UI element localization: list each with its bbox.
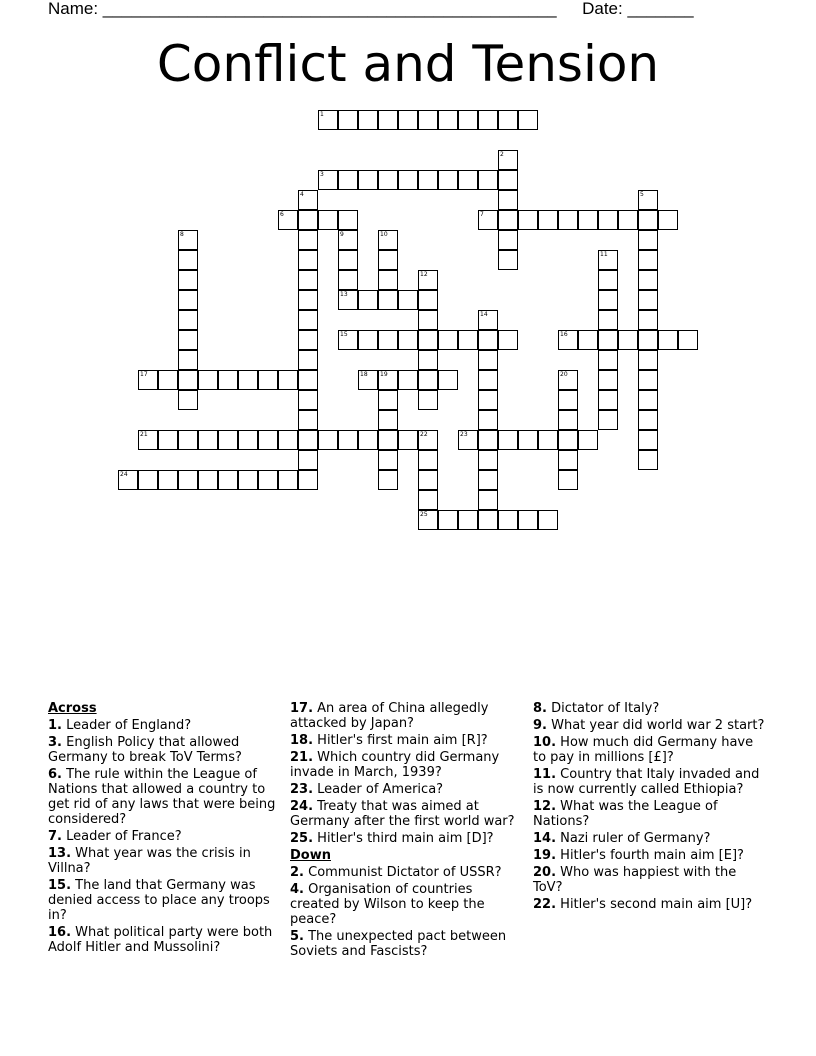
grid-cell[interactable] (518, 510, 538, 530)
grid-cell[interactable] (498, 250, 518, 270)
clue-text: Leader of France? (61, 829, 182, 844)
clue-number: 6. (48, 767, 62, 782)
grid-cell[interactable] (458, 510, 478, 530)
grid-cell[interactable] (418, 490, 438, 510)
page-title: Conflict and Tension (156, 35, 660, 93)
clues-column-3 (533, 701, 768, 914)
clue-number: 24. (290, 799, 314, 814)
grid-cell[interactable] (298, 390, 318, 410)
grid-cell[interactable] (158, 470, 178, 490)
grid-cell[interactable] (538, 430, 558, 450)
grid-cell[interactable] (518, 110, 538, 130)
grid-cell[interactable] (378, 270, 398, 290)
grid-cell[interactable] (358, 430, 378, 450)
grid-cell[interactable] (238, 370, 258, 390)
grid-cell[interactable] (358, 370, 378, 390)
grid-cell[interactable] (578, 430, 598, 450)
grid-cell[interactable] (638, 190, 658, 210)
grid-cell[interactable] (378, 250, 398, 270)
grid-cell[interactable] (558, 470, 578, 490)
clue-number: 16. (48, 925, 72, 940)
grid-cell[interactable] (638, 310, 658, 330)
grid-cell[interactable] (418, 350, 438, 370)
grid-cell[interactable] (218, 430, 238, 450)
clue-text: Who was happiest with the ToV? (533, 865, 737, 895)
grid-cell[interactable] (498, 190, 518, 210)
grid-cell[interactable] (598, 350, 618, 370)
grid-cell[interactable] (378, 290, 398, 310)
grid-cell[interactable] (418, 430, 438, 450)
grid-cell[interactable] (398, 110, 418, 130)
grid-cell[interactable] (138, 470, 158, 490)
grid-cell[interactable] (238, 470, 258, 490)
cell-number: 12 (420, 271, 428, 278)
grid-cell[interactable] (338, 170, 358, 190)
grid-cell[interactable] (298, 330, 318, 350)
grid-cell[interactable] (378, 170, 398, 190)
grid-cell[interactable] (638, 330, 658, 350)
grid-cell[interactable] (418, 170, 438, 190)
clue-number: 7. (48, 829, 62, 844)
clue-text: Organisation of countries created by Wilson to keep the peace? (290, 882, 485, 927)
clue-item (48, 829, 283, 844)
cell-number: 17 (140, 371, 148, 378)
grid-cell[interactable] (418, 450, 438, 470)
clue-item (290, 799, 525, 829)
name-field[interactable]: Name: ________________________________________________ (48, 0, 557, 18)
clue-text: Dictator of Italy? (546, 701, 660, 716)
clue-number: 22. (533, 897, 557, 912)
clue-item (290, 733, 525, 748)
grid-cell[interactable] (498, 510, 518, 530)
grid-cell[interactable] (458, 430, 478, 450)
grid-cell[interactable] (218, 370, 238, 390)
grid-cell[interactable] (298, 190, 318, 210)
cell-number: 18 (360, 371, 368, 378)
clue-number: 4. (290, 882, 304, 897)
grid-cell[interactable] (378, 330, 398, 350)
clue-number: 20. (533, 865, 557, 880)
grid-cell[interactable] (358, 330, 378, 350)
cell-number: 11 (600, 251, 608, 258)
grid-cell[interactable] (478, 370, 498, 390)
grid-cell[interactable] (558, 430, 578, 450)
grid-cell[interactable] (298, 270, 318, 290)
grid-cell[interactable] (438, 510, 458, 530)
grid-cell[interactable] (578, 330, 598, 350)
clue-text: The land that Germany was denied access to place any troops in? (48, 878, 270, 923)
grid-cell[interactable] (598, 290, 618, 310)
clue-item (533, 865, 768, 895)
grid-cell[interactable] (658, 330, 678, 350)
grid-cell[interactable] (598, 370, 618, 390)
grid-cell[interactable] (398, 330, 418, 350)
grid-cell[interactable] (438, 110, 458, 130)
cell-number: 25 (420, 511, 428, 518)
grid-cell[interactable] (198, 370, 218, 390)
clue-number: 8. (533, 701, 547, 716)
grid-cell[interactable] (238, 430, 258, 450)
grid-cell[interactable] (318, 170, 338, 190)
grid-cell[interactable] (278, 210, 298, 230)
cell-number: 5 (640, 191, 644, 198)
grid-cell[interactable] (338, 270, 358, 290)
grid-cell[interactable] (178, 290, 198, 310)
grid-cell[interactable] (298, 410, 318, 430)
cell-number: 19 (380, 371, 388, 378)
grid-cell[interactable] (638, 430, 658, 450)
clue-text: Leader of England? (61, 718, 192, 733)
grid-cell[interactable] (638, 410, 658, 430)
clue-text: Country that Italy invaded and is now currently called Ethiopia? (533, 767, 760, 797)
clue-text: The rule within the League of Nations that allowed a country to get rid of any laws that were being considered? (48, 767, 276, 827)
grid-cell[interactable] (558, 210, 578, 230)
grid-cell[interactable] (458, 330, 478, 350)
grid-cell[interactable] (458, 170, 478, 190)
grid-cell[interactable] (418, 370, 438, 390)
clue-text: What political party were both Adolf Hitler and Mussolini? (48, 925, 273, 955)
grid-cell[interactable] (178, 430, 198, 450)
grid-cell[interactable] (638, 450, 658, 470)
grid-cell[interactable] (478, 170, 498, 190)
grid-cell[interactable] (558, 370, 578, 390)
cell-number: 6 (280, 211, 284, 218)
grid-cell[interactable] (198, 470, 218, 490)
clue-item (48, 925, 283, 955)
clue-number: 23. (290, 782, 314, 797)
grid-cell[interactable] (598, 210, 618, 230)
grid-cell[interactable] (478, 110, 498, 130)
grid-cell[interactable] (338, 430, 358, 450)
grid-cell[interactable] (678, 330, 698, 350)
clue-text: Hitler's fourth main aim [E]? (556, 848, 744, 863)
grid-cell[interactable] (158, 430, 178, 450)
clue-item (533, 718, 768, 733)
grid-cell[interactable] (438, 370, 458, 390)
cell-number: 7 (480, 211, 484, 218)
clue-text: An area of China allegedly attacked by Japan? (290, 701, 489, 731)
grid-cell[interactable] (478, 330, 498, 350)
grid-cell[interactable] (198, 430, 218, 450)
cell-number: 15 (340, 331, 348, 338)
grid-cell[interactable] (638, 290, 658, 310)
clue-item (48, 878, 283, 923)
grid-cell[interactable] (478, 490, 498, 510)
grid-cell[interactable] (318, 430, 338, 450)
grid-cell[interactable] (358, 290, 378, 310)
grid-cell[interactable] (218, 470, 238, 490)
grid-cell[interactable] (598, 410, 618, 430)
clue-number: 2. (290, 865, 304, 880)
grid-cell[interactable] (598, 250, 618, 270)
clue-item (290, 865, 525, 880)
clue-text: Leader of America? (313, 782, 444, 797)
clue-item (48, 846, 283, 876)
grid-cell[interactable] (338, 230, 358, 250)
clue-item (533, 799, 768, 829)
grid-cell[interactable] (498, 330, 518, 350)
grid-cell[interactable] (418, 510, 438, 530)
grid-cell[interactable] (338, 290, 358, 310)
grid-cell[interactable] (178, 350, 198, 370)
grid-cell[interactable] (638, 390, 658, 410)
grid-cell[interactable] (598, 310, 618, 330)
clue-text: What year was the crisis in Villna? (48, 846, 251, 876)
grid-cell[interactable] (478, 210, 498, 230)
grid-cell[interactable] (598, 270, 618, 290)
grid-cell[interactable] (278, 370, 298, 390)
clues-column-1 (48, 700, 283, 957)
clue-text: Hitler's first main aim [R]? (313, 733, 488, 748)
clue-text: Which country did Germany invade in March, 1939? (290, 750, 500, 780)
clue-number: 12. (533, 799, 557, 814)
grid-cell[interactable] (418, 310, 438, 330)
clue-text: Treaty that was aimed at Germany after the first world war? (290, 799, 515, 829)
grid-cell[interactable] (558, 330, 578, 350)
clue-item (48, 735, 283, 765)
grid-cell[interactable] (498, 110, 518, 130)
clue-item (290, 701, 525, 731)
clue-number: 17. (290, 701, 314, 716)
clue-number: 14. (533, 831, 557, 846)
grid-cell[interactable] (618, 330, 638, 350)
grid-cell[interactable] (378, 230, 398, 250)
grid-cell[interactable] (458, 110, 478, 130)
cell-number: 4 (300, 191, 304, 198)
grid-cell[interactable] (178, 330, 198, 350)
clue-text: Nazi ruler of Germany? (556, 831, 711, 846)
grid-cell[interactable] (298, 210, 318, 230)
clue-number: 10. (533, 735, 557, 750)
grid-cell[interactable] (118, 470, 138, 490)
clue-item (290, 929, 525, 959)
grid-cell[interactable] (398, 370, 418, 390)
grid-cell[interactable] (338, 250, 358, 270)
grid-cell[interactable] (398, 170, 418, 190)
grid-cell[interactable] (618, 210, 638, 230)
cell-number: 21 (140, 431, 148, 438)
grid-cell[interactable] (158, 370, 178, 390)
grid-cell[interactable] (178, 370, 198, 390)
grid-cell[interactable] (418, 110, 438, 130)
grid-cell[interactable] (298, 430, 318, 450)
grid-cell[interactable] (598, 330, 618, 350)
grid-cell[interactable] (378, 450, 398, 470)
grid-cell[interactable] (358, 170, 378, 190)
grid-cell[interactable] (498, 170, 518, 190)
grid-cell[interactable] (378, 390, 398, 410)
clue-item (533, 848, 768, 863)
grid-cell[interactable] (498, 210, 518, 230)
clue-item (48, 767, 283, 827)
grid-cell[interactable] (638, 210, 658, 230)
grid-cell[interactable] (418, 470, 438, 490)
grid-cell[interactable] (538, 210, 558, 230)
cell-number: 8 (180, 231, 184, 238)
clue-number: 25. (290, 831, 314, 846)
clue-number: 13. (48, 846, 72, 861)
grid-cell[interactable] (478, 310, 498, 330)
clue-number: 1. (48, 718, 62, 733)
cell-number: 10 (380, 231, 388, 238)
grid-cell[interactable] (638, 350, 658, 370)
across-heading: Across (48, 701, 97, 716)
cell-number: 3 (320, 171, 324, 178)
clue-number: 15. (48, 878, 72, 893)
clue-text: English Policy that allowed Germany to break ToV Terms? (48, 735, 242, 765)
grid-cell[interactable] (578, 210, 598, 230)
grid-cell[interactable] (398, 290, 418, 310)
grid-cell[interactable] (298, 290, 318, 310)
grid-cell[interactable] (298, 450, 318, 470)
clue-item (290, 782, 525, 797)
grid-cell[interactable] (478, 430, 498, 450)
grid-cell[interactable] (258, 430, 278, 450)
clue-item (290, 882, 525, 927)
cell-number: 22 (420, 431, 428, 438)
cell-number: 14 (480, 311, 488, 318)
clue-item (290, 750, 525, 780)
grid-cell[interactable] (258, 470, 278, 490)
grid-cell[interactable] (638, 270, 658, 290)
grid-cell[interactable] (298, 250, 318, 270)
grid-cell[interactable] (298, 470, 318, 490)
date-field[interactable]: Date: _______ (582, 0, 694, 18)
grid-cell[interactable] (338, 110, 358, 130)
grid-cell[interactable] (538, 510, 558, 530)
grid-cell[interactable] (258, 370, 278, 390)
grid-cell[interactable] (418, 330, 438, 350)
grid-cell[interactable] (318, 110, 338, 130)
grid-cell[interactable] (498, 230, 518, 250)
grid-cell[interactable] (178, 250, 198, 270)
grid-cell[interactable] (478, 390, 498, 410)
grid-cell[interactable] (478, 350, 498, 370)
grid-cell[interactable] (338, 330, 358, 350)
clue-number: 11. (533, 767, 557, 782)
grid-cell[interactable] (418, 270, 438, 290)
clue-item (533, 897, 768, 912)
clue-text: How much did Germany have to pay in millions [£]? (533, 735, 754, 765)
grid-cell[interactable] (358, 110, 378, 130)
grid-cell[interactable] (558, 390, 578, 410)
grid-cell[interactable] (638, 370, 658, 390)
clue-text: What year did world war 2 start? (546, 718, 765, 733)
grid-cell[interactable] (418, 290, 438, 310)
grid-cell[interactable] (658, 210, 678, 230)
grid-cell[interactable] (638, 250, 658, 270)
clue-text: Communist Dictator of USSR? (303, 865, 502, 880)
grid-cell[interactable] (518, 430, 538, 450)
grid-cell[interactable] (178, 390, 198, 410)
clue-item (533, 735, 768, 765)
grid-cell[interactable] (378, 470, 398, 490)
clue-text: Hitler's third main aim [D]? (313, 831, 494, 846)
grid-cell[interactable] (638, 230, 658, 250)
grid-cell[interactable] (438, 330, 458, 350)
clue-text: The unexpected pact between Soviets and Fascists? (290, 929, 507, 959)
clue-number: 5. (290, 929, 304, 944)
clue-text: What was the League of Nations? (533, 799, 718, 829)
grid-cell[interactable] (138, 370, 158, 390)
grid-cell[interactable] (378, 370, 398, 390)
grid-cell[interactable] (478, 470, 498, 490)
grid-cell[interactable] (298, 310, 318, 330)
grid-cell[interactable] (298, 350, 318, 370)
grid-cell[interactable] (378, 430, 398, 450)
grid-cell[interactable] (298, 370, 318, 390)
cell-number: 20 (560, 371, 568, 378)
clue-number: 9. (533, 718, 547, 733)
clue-item (48, 718, 283, 733)
cell-number: 13 (340, 291, 348, 298)
grid-cell[interactable] (178, 310, 198, 330)
cell-number: 16 (560, 331, 568, 338)
grid-cell[interactable] (338, 210, 358, 230)
grid-cell[interactable] (318, 210, 338, 230)
grid-cell[interactable] (278, 470, 298, 490)
grid-cell[interactable] (478, 450, 498, 470)
grid-cell[interactable] (518, 210, 538, 230)
cell-number: 2 (500, 151, 504, 158)
grid-cell[interactable] (598, 390, 618, 410)
clue-item (533, 701, 768, 716)
down-heading: Down (290, 848, 331, 863)
grid-cell[interactable] (558, 410, 578, 430)
clue-number: 3. (48, 735, 62, 750)
grid-cell[interactable] (558, 450, 578, 470)
grid-cell[interactable] (178, 470, 198, 490)
grid-cell[interactable] (178, 270, 198, 290)
clue-number: 19. (533, 848, 557, 863)
grid-cell[interactable] (498, 430, 518, 450)
clue-item (533, 831, 768, 846)
clue-number: 21. (290, 750, 314, 765)
grid-cell[interactable] (418, 390, 438, 410)
clue-item (533, 767, 768, 797)
clue-text: Hitler's second main aim [U]? (556, 897, 753, 912)
clue-item (290, 831, 525, 846)
grid-cell[interactable] (438, 170, 458, 190)
grid-cell[interactable] (398, 430, 418, 450)
cell-number: 1 (320, 111, 324, 118)
grid-cell[interactable] (378, 410, 398, 430)
grid-cell[interactable] (178, 230, 198, 250)
clue-number: 18. (290, 733, 314, 748)
grid-cell[interactable] (478, 510, 498, 530)
grid-cell[interactable] (278, 430, 298, 450)
grid-cell[interactable] (378, 110, 398, 130)
grid-cell[interactable] (298, 230, 318, 250)
grid-cell[interactable] (498, 150, 518, 170)
cell-number: 23 (460, 431, 468, 438)
grid-cell[interactable] (138, 430, 158, 450)
cell-number: 24 (120, 471, 128, 478)
grid-cell[interactable] (478, 410, 498, 430)
cell-number: 9 (340, 231, 344, 238)
clues-column-2 (290, 701, 525, 961)
